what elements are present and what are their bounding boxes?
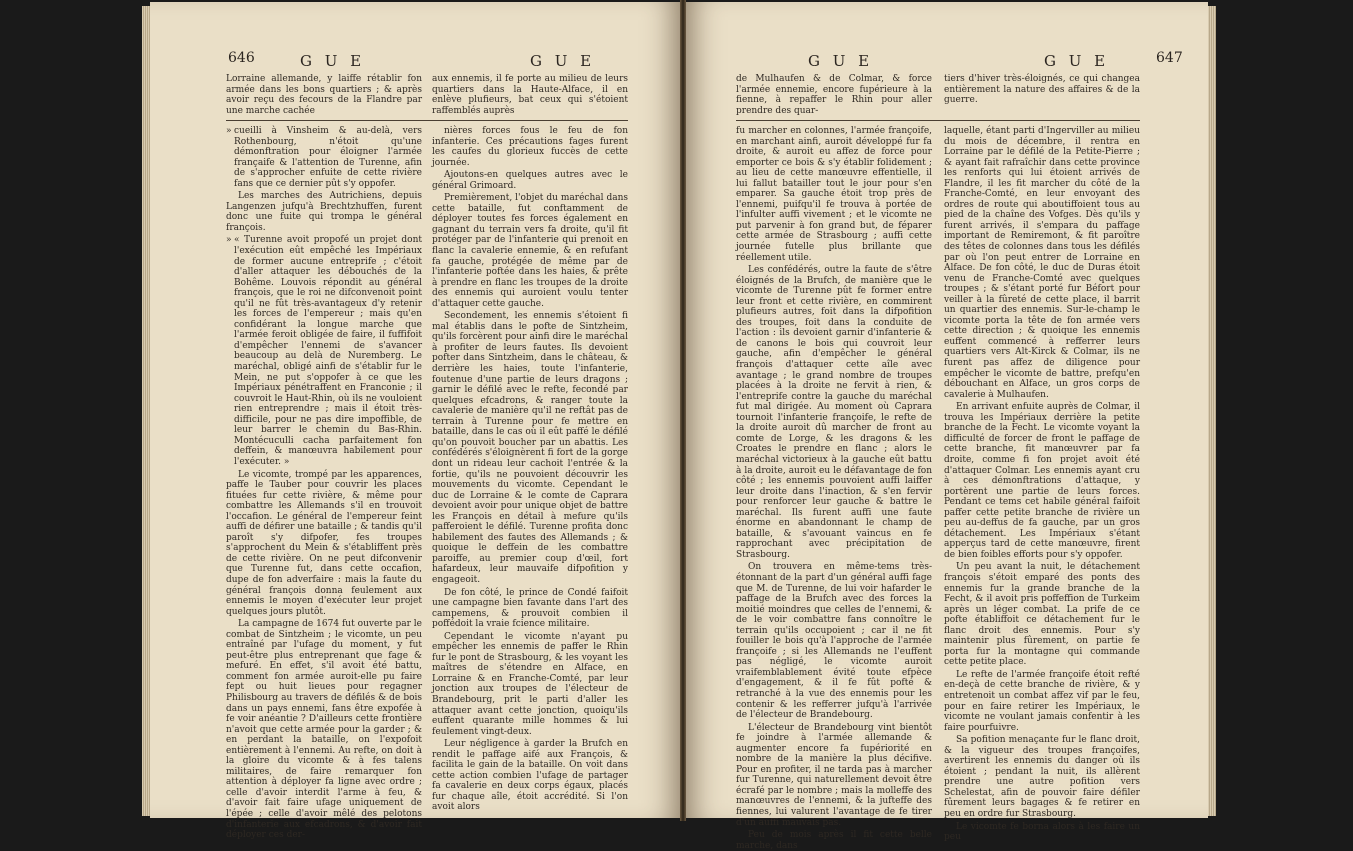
- page-number: 647: [1156, 50, 1183, 66]
- paragraph: Premièrement, l'objet du maréchal dans cette bataille, fut conftamment de déployer toutes fes forces également en gagnant du terrain vers fa droite, qu'il fit protéger par de l'infanterie qui prenoit en flanc la cavalerie ennemie, & en refufant fa gauche, protégée de même par de l'infanterie poftée dans les haies, & prête à prendre en flanc les troupes de la droite des ennemis qui auroient voulu tenter d'attaquer cette gauche.: [432, 193, 628, 309]
- running-head-right: G U E: [530, 52, 596, 70]
- paragraph: Le vicomte fe borna alors à les faire un peu: [944, 821, 1140, 843]
- top-paragraph-col2: [432, 74, 628, 118]
- running-head-left: G U E: [300, 52, 366, 70]
- top-paragraph-col2: [944, 74, 1140, 118]
- paragraph: nières forces fous le feu de fon infanterie. Ces précautions fages furent les caufes du glorieux fuccès de cette journée.: [432, 126, 628, 168]
- top-paragraph-col1: [736, 74, 932, 118]
- paragraph: Un peu avant la nuit, le détachement françois s'étoit emparé des ponts des ennemis fur la grande branche de la Fecht, & il avoit pris poffeffion de Turkeim après un léger combat. La prife de ce pofte établiffoit ce détachement fur le flanc droit des ennemis. Pour s'y maintenir plus fûrement, on partie fe porta fur la montagne qui commande cette petite place.: [944, 562, 1140, 668]
- paragraph: L'électeur de Brandebourg vint bientôt fe joindre à l'armée allemande & augmenter encore fa fupériorité en nombre de la manière la plus décifive. Pour en profiter, il ne tarda pas à marcher fur Turenne, qui naturellement devoit être écrafé par le nombre ; mais la molleffe des manœuvres de l'ennemi, & la jufteffe des fiennes, lui valurent l'avantage de fe tirer d'un auffi mauvais pas.: [736, 722, 932, 828]
- paragraph: Le refte de l'armée françoife étoit refté en-deçà de cette branche de rivière, & y entretenoit un combat affez vif par le feu, pour en faire retirer les Impériaux, le vicomte ne voulant jamais confentir à les faire pourfuivre.: [944, 669, 1140, 733]
- paragraph: Leur négligence à garder la Brufch en rendit le paffage aifé aux François, & facilita le gain de la bataille. On voit dans cette action combien l'ufage de partager fa cavalerie en deux corps égaux, placés fur chaque aîle, étoit accrédité. Si l'on avoit alors: [432, 739, 628, 813]
- paragraph: En arrivant enfuite auprès de Colmar, il trouva les Impériaux derrière la petite branche de la Fecht. Le vicomte voyant la difficulté de forcer de front le paffage de cette branche, fit manœuvrer par fa droite, comme fi fon projet avoit été d'attaquer Colmar. Les ennemis ayant cru à ces démonftrations d'attaque, y portèrent une partie de leurs forces. Pendant ce tems cet habile général faifoit paffer cette petite branche de rivière un peu au-deffus de fa gauche, par un gros détachement. Les Impériaux s'étant apperçus tard de cette manœuvre, firent de bien foibles efforts pour s'y oppofer.: [944, 402, 1140, 560]
- text-column-right: [432, 126, 628, 816]
- text-column-left: [736, 126, 932, 851]
- paragraph: de Mulhaufen & de Colmar, & force l'armée ennemie, encore fupérieure à la fienne, à repaffer le Rhin pour aller prendre des quar-: [736, 74, 932, 116]
- left-page: [150, 2, 680, 841]
- paragraph: On trouvera en même-tems très-étonnant de la part d'un général auffi fage que M. de Turenne, de lui voir hafarder le paffage de la Brufch avec des forces la moitié moindres que celles de l'ennemi, & de le voir combattre fans connoître le terrain qu'ils occupoient ; car il ne fit fouiller le bois qu'à l'approche de l'armée françoife ; si les Allemands ne l'euffent pas négligé, le vicomte auroit vraifemblablement évité toute efpèce d'engagement, & il fe fût pofté & retranché à la vue des ennemis pour les contenir & les refferrer jufqu'à l'arrivée de l'électeur de Brandebourg.: [736, 562, 932, 721]
- paragraph: Ajoutons-en quelques autres avec le général Grimoard.: [432, 170, 628, 191]
- text-column-left: [226, 126, 422, 841]
- paragraph: Le vicomte, trompé par les apparences, paffe le Tauber pour couvrir les places fituées fur cette rivière, & même pour combattre les Allemands s'il en trouvoit l'occafion. Le général de l'empereur feint auffi de défirer une bataille ; & tandis qu'il paroît s'y difpofer, fes troupes s'approchent du Mein & s'établiffent près de cette rivière. On ne peut difconvenir que Turenne fut, dans cette occafion, dupe de fon adverfaire : mais la faute du général françois donna feulement aux ennemis le moyen d'exécuter leur projet quelques jours plutôt.: [226, 469, 422, 617]
- paragraph: Lorraine allemande, y laiffe rétablir fon armée dans les bons quartiers ; & après avoir reçu des fecours de la Flandre par une marche cachée: [226, 74, 422, 116]
- paragraph: tiers d'hiver très-éloignés, ce qui changea entièrement la nature des affaires & de la guerre.: [944, 74, 1140, 106]
- paragraph: Peu de mois après il fit cette belle marche, dans: [736, 830, 932, 851]
- paragraph: Les confédérés, outre la faute de s'être éloignés de la Brufch, de manière que le vicomte de Turenne pût fe former entre leur front et cette rivière, en commirent plufieurs autres, foit dans la difpofition des troupes, foit dans la conduite de l'action : ils devoient garnir d'infanterie & de canons le bois qui couvroit leur gauche, afin d'empêcher le général françois d'attaquer cette aîle avec avantage ; le grand nombre de troupes placées à la droite ne fervit à rien, & l'entreprife contre la gauche du maréchal fut mal dirigée. Au moment où Caprara tournoit l'infanterie françoife, le refte de la droite auroit dû marcher de front au comte de Lorge, & les dragons & les Croates le prendre en flanc ; alors le maréchal victorieux à la gauche eût battu à la droite, auroit eu le défavantage de fon côté ; les ennemis pouvoient auffi laiffer leur droite dans l'inaction, & s'en fervir pour renforcer leur gauche & battre le maréchal. Ils furent auffi une faute énorme en abandonnant le champ de bataille, & s'avouant vaincus en fe rapprochant avec précipitation de Strasbourg.: [736, 265, 932, 560]
- paragraph: fu marcher en colonnes, l'armée françoife, en marchant ainfi, auroit développé fur fa droite, & auroit eu affez de force pour emporter ce bois & s'y établir folidement ; au lieu de cette manœuvre effentielle, il lui fallut batailler tout le jour pour s'en emparer. Sa gauche étoit trop près de l'ennemi, puifqu'il fe trouva à portée de l'infulter auffi vivement ; et le vicomte ne put parvenir à fon grand but, de féparer cette armée de Strasbourg ; auffi cette journée futelle plus brillante que réellement utile.: [736, 126, 932, 263]
- running-head-left: G U E: [808, 52, 874, 70]
- divider-rule: [736, 120, 1140, 121]
- paragraph: Cependant le vicomte n'ayant pu empêcher les ennemis de paffer le Rhin fur le pont de Strasbourg, & les voyant les maîtres de s'étendre en Alface, en Lorraine & en Franche-Comté, par leur jonction aux troupes de l'électeur de Brandebourg, prit le parti d'aller les attaquer avant cette jonction, quoiqu'ils euffent quarante mille hommes & lui feulement vingt-deux.: [432, 631, 628, 737]
- paragraph: » « Turenne avoit propofé un projet dont l'exécution eût empêché les Impériaux de former aucune entreprife ; c'étoit d'aller attaquer les débouchés de la Bohême. Louvois répondit au général françois, que le roi ne difconvenoit point qu'il ne fût très-avantageux d'y retenir les forces de l'empereur ; mais qu'en confidérant la longue marche que l'armée feroit obligée de faire, il fuffifoit d'empêcher l'ennemi de s'avancer beaucoup au delà de Nuremberg. Le maréchal, obligé ainfi de s'établir fur le Mein, ne put s'oppofer à ce que les Impériaux pénétraffent en Franconie ; il couvroit le Haut-Rhin, où ils ne vouloient rien entreprendre ; mais il étoit très-difficile, pour ne pas dire impoffible, de leur barrer le chemin du Bas-Rhin. Montécuculli cacha parfaitement fon deffein, & manœuvra habilement pour l'exécuter. »: [226, 235, 422, 467]
- paragraph: La campagne de 1674 fut ouverte par le combat de Sintzheim ; le vicomte, un peu entraîné par l'ufage du moment, y fut peut-être plus entreprenant que fage & mefuré. En effet, s'il avoit été battu, comment fon armée auroit-elle pu faire fept ou huit lieues pour regagner Philisbourg au travers de défilés & de bois dans un pays ennemi, fans être expofée à fe voir anéantie ? D'ailleurs cette frontière n'avoit que cette armée pour la garder ; & en perdant la bataille, on l'expofoit entièrement à l'ennemi. Au refte, on doit à la gloire du vicomte & à fes talens militaires, de faire remarquer fon attention à déployer fa ligne avec ordre ; celle d'avoir interdit l'arme à feu, & d'avoir fait faire ufage uniquement de l'épée ; celle d'avoir mêlé des pelotons d'infanterie aux efcadrons, & d'avoir fait déployer ces der-: [226, 619, 422, 841]
- top-paragraph-col1: [226, 74, 422, 118]
- divider-rule: [226, 120, 628, 121]
- paragraph: aux ennemis, il fe porte au milieu de leurs quartiers dans la Haute-Alface, il en enlève plufieurs, bat ceux qui s'étoient raffemblés auprès: [432, 74, 628, 116]
- page-edges-left: [142, 6, 150, 816]
- right-page: [686, 2, 1208, 851]
- running-head-right: G U E: [1044, 52, 1110, 70]
- page-number: 646: [228, 50, 255, 66]
- paragraph: De fon côté, le prince de Condé faifoit une campagne bien favante dans l'art des campemens, & prouvoit combien il poffédoit la vraie fcience militaire.: [432, 587, 628, 630]
- paragraph: Secondement, les ennemis s'étoient fi mal établis dans le pofte de Sintzheim, qu'ils forcèrent pour ainfi dire le maréchal à profiter de leurs fautes. Ils devoient pofter dans Sintzheim, dans le château, & derrière les haies, toute l'infanterie, foutenue d'une partie de leurs dragons ; garnir le défilé avec le refte, fecondé par quelques efcadrons, & ranger toute la cavalerie de manière qu'il ne reftât pas de terrain à Turenne pour fe mettre en bataille, dans le cas où il eût paffé le défilé qu'on pouvoit boucher par un abattis. Les confédérés s'éloignèrent fi fort de la gorge dont un rideau leur cachoit l'entrée & la fortie, qu'ils ne pouvoient découvrir les mouvements du vicomte. Cependant le duc de Lorraine & le comte de Caprara devoient avoir pour unique objet de battre les François en détail à mefure qu'ils pafferoient le défilé. Turenne profita donc habilement des fautes des Allemands ; & quoique le deffein de les combattre paroiffe, au premier coup d'œil, fort hafardeux, leur mauvaife difpofition y engageoit.: [432, 311, 628, 585]
- paragraph: » cueilli à Vinsheim & au-delà, vers Rothenbourg, n'étoit qu'une démonftration pour éloigner l'armée françaife & l'attention de Turenne, afin de s'approcher enfuite de cette rivière fans que ce dernier pût s'y oppofer.: [226, 126, 422, 189]
- paragraph: laquelle, étant parti d'Ingerviller au milieu du mois de décembre, il rentra en Lorraine par le défilé de la Petite-Pierre ; & ayant fait rafraîchir dans cette province les renforts qui lui étoient arrivés de Flandre, il les fit marcher du côté de la Franche-Comté, en leur envoyant des ordres de route qui aboutiffoient tous au pied de la chaîne des Vofges. Dès qu'ils y furent arrivés, il s'empara du paffage important de Remiremont, & fit paroître des têtes de colonnes dans tous les défilés par où l'on peut entrer de Lorraine en Alface. De fon côté, le duc de Duras étoit venu de Franche-Comté avec quelques troupes ; & s'étant porté fur Béfort pour veiller à la fûreté de cette place, il barrit un quartier des ennemis. Sur-le-champ le vicomte porta la tête de fon armée vers cette direction ; & quoique les ennemis euffent commencé à refferrer leurs quartiers vers Alt-Kirck & Colmar, ils ne furent pas affez de diligence pour empêcher le vicomte de battre, prefqu'en débouchant en Alface, un gros corps de cavalerie à Mulhaufen.: [944, 126, 1140, 400]
- paragraph: Sa pofition menaçante fur le flanc droit, & la vigueur des troupes françoifes, avertirent les ennemis du danger où ils étoient ; pendant la nuit, ils allèrent prendre une autre pofition vers Schelestat, afin de pouvoir faire défiler fûrement leurs bagages & fe retirer en peu en ordre fur Strasbourg.: [944, 735, 1140, 819]
- paragraph: Les marches des Autrichiens, depuis Langenzen jufqu'à Brechtzhuffen, furent donc une fuite qui trompa le général françois.: [226, 191, 422, 233]
- text-column-right: [944, 126, 1140, 843]
- page-edges-right: [1208, 6, 1216, 816]
